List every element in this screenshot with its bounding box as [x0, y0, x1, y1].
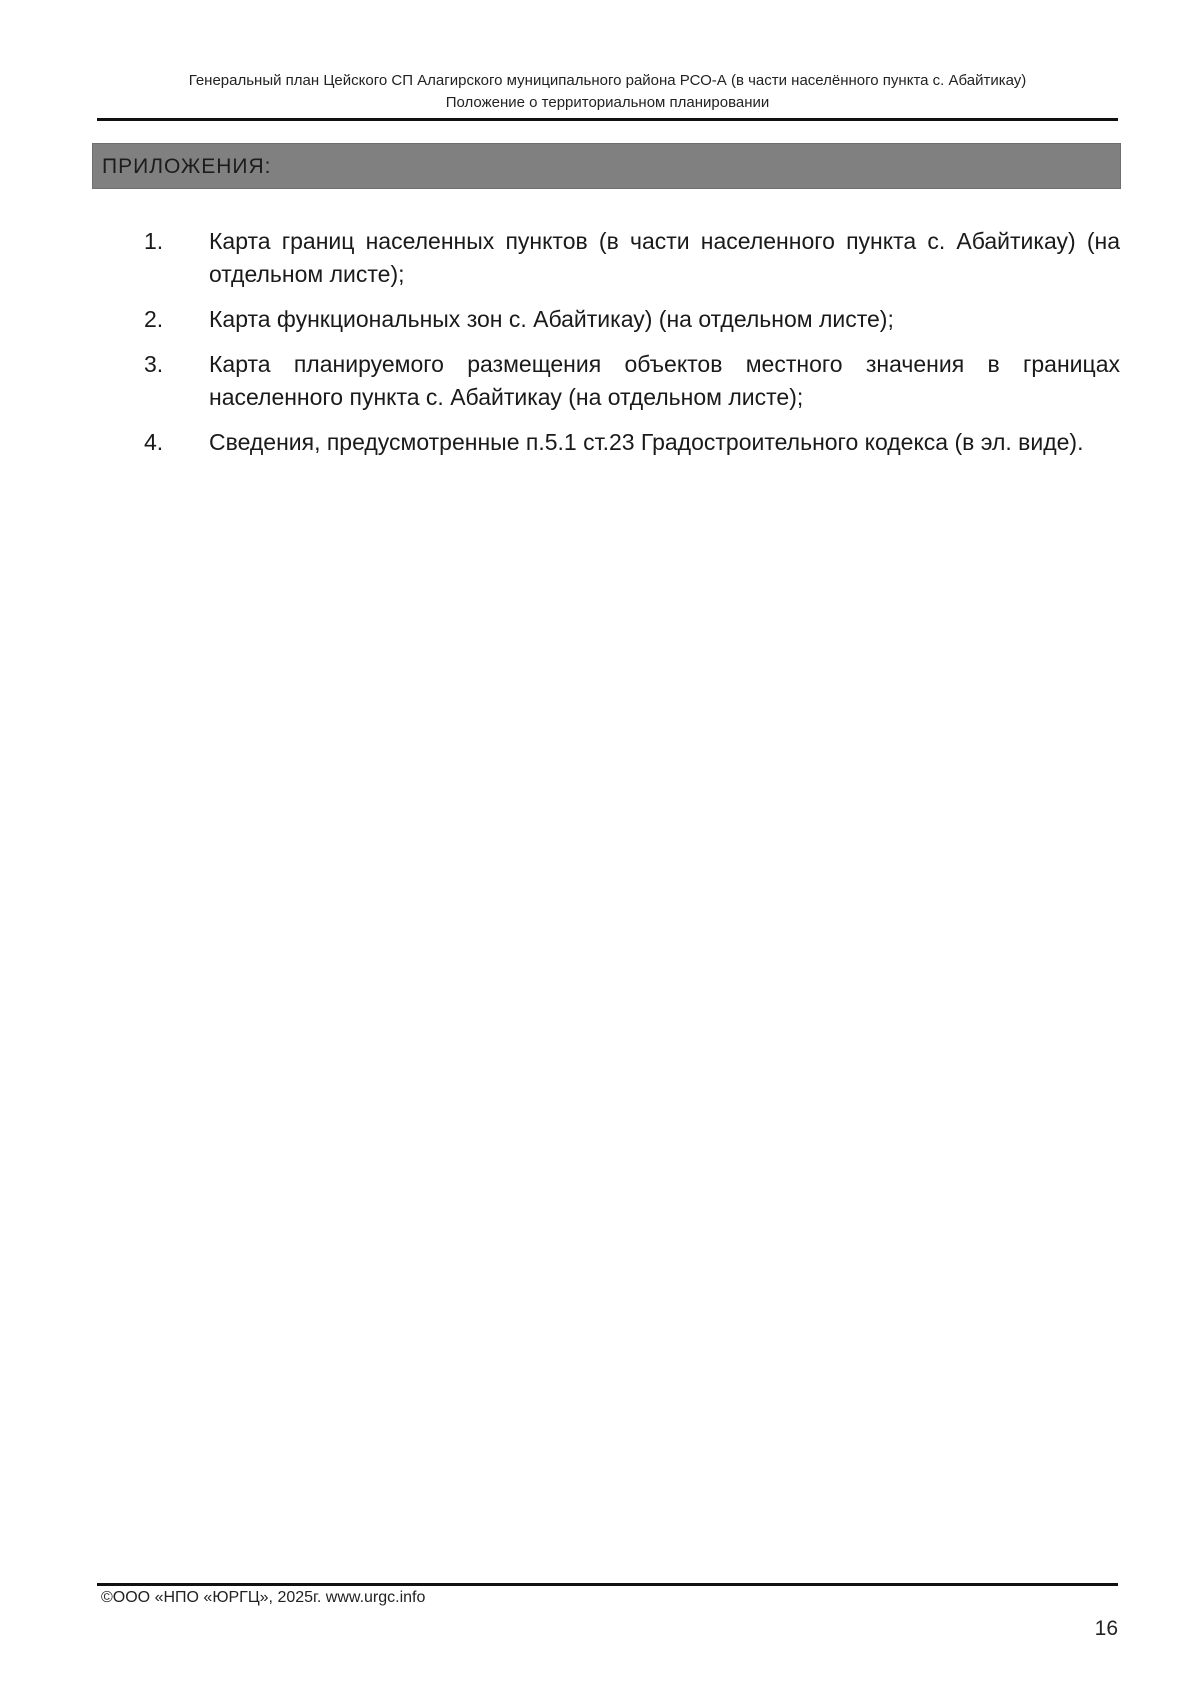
list-item — [144, 303, 1120, 336]
header-divider — [97, 118, 1118, 121]
list-item-text: Карта функциональных зон с. Абайтикау) (на отдельном листе); — [209, 306, 894, 332]
header-title: Генеральный план Цейского СП Алагирского муниципального района РСО-А (в части населённого пункта с. Абайтикау) — [188, 72, 1027, 89]
list-item — [144, 426, 1120, 459]
list-item-number: 3. — [144, 351, 164, 377]
page-header — [97, 70, 1118, 114]
list-item-number: 2. — [144, 306, 164, 332]
section-title: ПРИЛОЖЕНИЯ: — [102, 155, 272, 178]
footer-divider — [97, 1583, 1118, 1586]
appendix-list — [144, 225, 1120, 471]
list-item-text: Карта границ населенных пунктов (в части населенного пункта с. Абайтикау) (на отдельном листе); — [209, 228, 1120, 287]
list-item — [144, 348, 1120, 414]
list-item — [144, 225, 1120, 291]
page-number: 16 — [1094, 1617, 1118, 1640]
footer-copyright: ©ООО «НПО «ЮРГЦ», 2025г. www.urgc.info — [101, 1589, 426, 1606]
list-item-text: Карта планируемого размещения объектов местного значения в границах населенного пункта с. Абайтикау (на отдельном листе); — [209, 351, 1120, 410]
list-item-number: 1. — [144, 228, 164, 254]
list-item-text: Сведения, предусмотренные п.5.1 ст.23 Градостроительного кодекса (в эл. виде). — [209, 429, 1084, 455]
section-heading-bar — [92, 143, 1121, 189]
list-item-number: 4. — [144, 429, 164, 455]
header-subtitle: Положение о территориальном планировании — [445, 94, 770, 111]
